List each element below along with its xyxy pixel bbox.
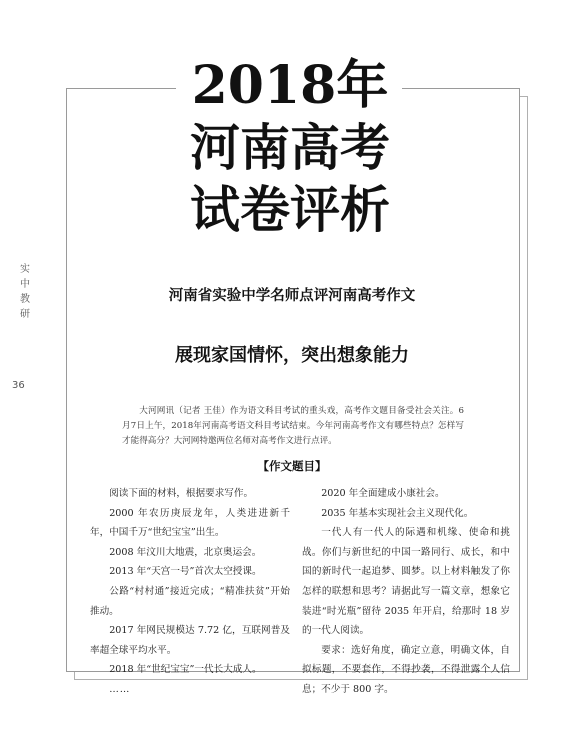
paragraph: 2018 年“世纪宝宝”一代长大成人。 — [109, 664, 262, 676]
title-line-year: 2018年 — [191, 55, 389, 116]
left-column — [90, 484, 290, 700]
title-line-exam: 河南高考 — [190, 118, 390, 177]
title-line-review: 试卷评析 — [190, 180, 390, 239]
paragraph: 2013 年“天宫一号”首次太空授课。 — [109, 566, 262, 578]
paragraph: 2035 年基本实现社会主义现代化。 — [321, 507, 474, 519]
paragraph: 一代人有一代人的际遇和机缘、使命和挑战。你们与新世纪的中国一路同行、成长，和中国的新时代一起追梦、圆梦。以上材料触发了你怎样的联想和思考？请据此写一篇文章，想象它装进“时光瓶”留待 2035 年开启，给那时 18 岁的一代人阅读。 — [302, 527, 510, 637]
paragraph: 2020 年全面建成小康社会。 — [321, 488, 445, 499]
article-headline: 展现家国情怀，突出想象能力 — [175, 345, 409, 366]
section-label: 【作文题目】 — [257, 459, 327, 473]
sidebar-char: 研 — [20, 309, 30, 320]
paragraph: 阅读下面的材料，根据要求写作。 — [109, 488, 254, 499]
sidebar-char: 教 — [20, 294, 30, 305]
article-subtitle: 河南省实验中学名师点评河南高考作文 — [168, 288, 416, 304]
sidebar-column-label — [16, 262, 34, 322]
paragraph: 2000 年农历庚辰龙年，人类进进新千年，中国千万“世纪宝宝”出生。 — [90, 507, 290, 539]
paragraph: 公路“村村通”接近完成；“精准扶贫”开始推动。 — [90, 585, 290, 617]
paragraph: 2008 年汶川大地震，北京奥运会。 — [109, 546, 262, 558]
paragraph-ellipsis: …… — [109, 683, 131, 695]
page-number: 36 — [12, 380, 25, 391]
sidebar-char: 实 — [20, 264, 30, 275]
sidebar-char: 中 — [20, 279, 30, 290]
article-intro: 大河网讯（记者 王佳）作为语文科目考试的重头戏，高考作文题目备受社会关注。6月7日上午，2018年河南高考语文科目考试结束。今年河南高考作文有哪些特点？怎样写才能得高分？大河网特邀两位名师对高考作文进行点评。 — [122, 406, 464, 446]
paragraph: 2017 年网民规模达 7.72 亿，互联网普及率超全球平均水平。 — [90, 625, 290, 656]
right-column — [302, 484, 510, 700]
paragraph: 要求：选好角度，确定立意，明确文体，自拟标题，不要套作，不得抄袭，不得泄露个人信息；不少于 800 字。 — [302, 644, 510, 695]
